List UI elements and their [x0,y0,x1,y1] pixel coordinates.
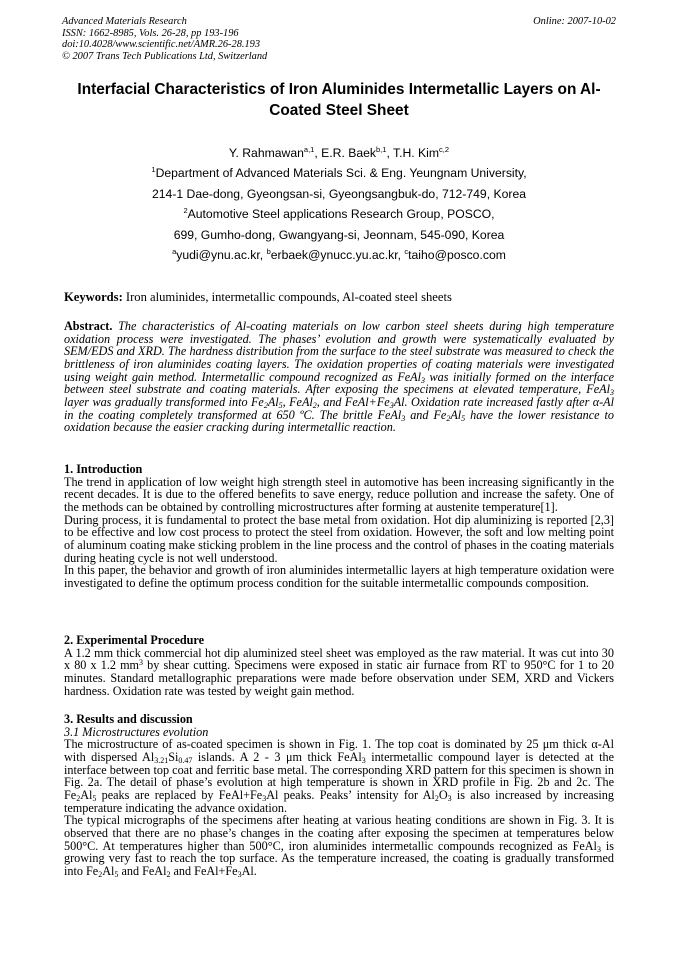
email-b: erbaek@ynucc.yu.ac.kr [270,248,398,262]
paper-title: Interfacial Characteristics of Iron Aluminides Intermetallic Layers on Al-Coated Steel Sheet [77,81,601,119]
intro-paragraph-2: During process, it is fundamental to protect the base metal from oxidation. Hot dip aluminizing is reported [2,3] to be effective and low cost process to protect the steel from oxidation. However, the soft and low melting point of aluminum coating make sticking problem in the line process and the control of phases in the coating materials during heating cycle is not well understood. [64,512,614,565]
abstract-part: , FeAl [282,394,313,409]
res-part: and FeAl+Fe [170,863,238,878]
doi: doi:10.4028/www.scientific.net/AMR.26-28.193 [62,39,261,51]
res-part: peaks are replaced by FeAl+Fe [96,787,263,802]
abstract-part: layer was gradually transformed into Fe [64,394,264,409]
author-2-sup: b,1 [376,145,387,154]
res-sub: 3 [447,793,452,803]
res-part: Al [80,787,93,802]
abstract-part: , and FeAl+Fe [316,394,390,409]
abstract-part: Al. Oxidation rate increased fastly after α-Al in the coating completely transformed at 650 ºC. The brittle FeAl [64,394,614,422]
section-results [64,713,614,878]
section-2-heading: 2. Experimental Procedure [64,633,205,647]
online-date: Online: 2007-10-02 [533,16,616,27]
exp-part: A 1.2 mm thick commercial hot dip aluminized steel sheet was employed as the raw material. It was cut into 30 x 80 x 1.2 mm [64,645,614,673]
abstract-text [64,319,614,434]
abstract-sub: 2 [446,413,451,423]
res-sub: 3 [262,793,267,803]
abstract-part: Al [267,394,279,409]
abstract-sub: 5 [461,413,466,423]
abstract-sub: 3 [610,388,614,398]
abstract-sub: 2 [263,400,268,410]
affiliation-2 [62,207,616,221]
abstract [64,320,614,434]
res-sub: 2 [76,793,81,803]
experimental-paragraph [64,647,614,698]
res-part: is also increased by increasing temperature indicating the advance oxidation. [64,787,614,815]
abstract-sub: 3 [389,400,394,410]
res-part: intermetallic compound layer is detected at the interface between top coat and ferritic base metal. The corresponding XRD pattern for this specimen is shown in Fig. 2a. The detail of phase’s evolution at high temperature is shown in XRD profile in Fig. 2b and 2c. The Fe [64,749,614,802]
affiliation-1-mark: 1 [151,165,156,174]
abstract-sub: 3 [421,375,425,385]
res-sub: 0.47 [178,755,193,765]
section-1-heading: 1. Introduction [64,462,143,476]
abstract-part: have the lower resistance to oxidation because the easier cracking during intermetallic reaction. [64,407,614,435]
email-line: $^a$yudi@ynu.ac.kr, $^b$erbaek@ynucc.yu.ac.kr, $^c$taiho@posco.com [172,247,506,262]
res-part: The microstructure of as-coated specimen is shown in Fig. 1. The top coat is dominated by 25 μm thick α-Al with dispersed Al [64,737,614,764]
res-part: is growing very fast to reach the top surface. As the temperature increased, the coating is gradually transformed into Fe [64,838,614,878]
affiliation-2-address: 699, Gumho-dong, Gwangyang-si, Jeonnam, 545-090, Korea [173,228,505,242]
affiliation-2-text: Automotive Steel applications Research Group, POSCO, [187,207,495,221]
author-3-sup: c,2 [439,145,450,154]
exp-part: by shear cutting. Specimens were exposed in static air furnace from RT to 950°C for 1 to 20 minutes. Standard metallographic preparations were made before observation under SEM, XRD and Vickers hardness. Oxidation rate was tested by weight gain method. [64,658,614,698]
abstract-sub: 2 [312,400,317,410]
res-part: Al peaks. Peaks’ intensity for Al [266,787,435,802]
res-sub: 3 [237,869,242,879]
intro-paragraph-3: In this paper, the behavior and growth of iron aluminides intermetallic layers at high temperature oxidation were investigated to define the optimum process condition for the suitable intermetallic compounds composition. [64,563,614,590]
res-part: Al. [241,863,257,878]
res-sub: 5 [114,869,119,879]
res-part: O [438,787,448,802]
res-sub: 5 [92,793,97,803]
res-sub: 3.21 [154,755,169,765]
exp-sup: 3 [139,658,144,668]
results-paragraph-1 [64,738,614,814]
abstract-part: Al [450,407,462,422]
issn: ISSN: 1662-8985, Vols. 26-28, pp 193-196 [62,27,239,39]
res-sub: 3 [596,844,601,854]
section-experimental [64,634,614,697]
email-a-mark: a [172,247,177,256]
journal-name: Advanced Materials Research [62,16,187,27]
subsection-3-1-heading: 3.1 Microstructures evolution [64,724,209,739]
email-c: taiho@posco.com [408,248,506,262]
abstract-sub: 5 [278,400,283,410]
res-part: Si [168,749,179,764]
abstract-part: and Fe [405,407,447,422]
author-2: E.R. Baek [321,146,376,160]
res-sub: 2 [166,869,171,879]
keywords [64,291,614,304]
keywords-text: Iron aluminides, intermetallic compounds, Al-coated steel sheets [125,290,452,304]
author-1-sup: a,1 [303,145,315,154]
abstract-sub: 3 [401,413,406,423]
results-paragraph-2 [64,814,614,877]
affiliation-1-address: 214-1 Dae-dong, Gyeongsan-si, Gyeongsangbuk-do, 712-749, Korea [152,187,526,201]
intro-paragraph-1: The trend in application of low weight high strength steel in automotive has been increasing significantly in the recent decades. It is due to the offered benefits to save energy, reduce pollution and increase the safety. One of the methods can be obtained by controlling microstructures after forming at austenite temperature[1]. [64,474,614,514]
res-part: and FeAl [118,863,167,878]
author-line: Y. Rahmawan$^{a,1}$, E.R. Baek$^{b,1}$, T.H. Kim$^{c,2}$ [228,145,450,160]
author-1: Y. Rahmawan [228,146,304,160]
abstract-label: Abstract. [64,319,113,333]
email-c-mark: c [404,247,409,256]
email-a: yudi@ynu.ac.kr [176,248,260,262]
email-b-mark: b [266,247,271,256]
affiliation-2-mark: 2 [183,206,188,215]
keywords-label: Keywords: [64,290,123,304]
abstract-part: was initially formed on the interface between steel substrate and coating materials. After exposing the specimens at elevated temperature, FeAl [64,369,614,397]
res-sub: 2 [434,793,439,803]
res-part: The typical micrographs of the specimens after heating at various heating conditions are shown in Fig. 3. It is observed that there are no phase’s changes in the coating after exposing the specimen at temperatures below 500°C. At temperatures higher than 500°C, iron aluminides intermetallic compounds recognized as FeAl [64,813,614,853]
section-3-heading: 3. Results and discussion [64,712,193,726]
section-introduction [64,463,614,590]
affiliation-1 [62,166,616,180]
res-part: islands. A 2 - 3 μm thick FeAl [192,749,362,764]
res-sub: 3 [361,755,366,765]
author-3: T.H. Kim [393,146,440,160]
abstract-part: The characteristics of Al-coating materials on low carbon steel sheets during high temperature oxidation process were investigated. The phases’ evolution and growth were systematically evaluated by SEM/EDS and XRD. The hardness distribution from the surface to the steel substrate was measured to check the brittleness of iron aluminides coating layers. The oxidation properties of coating materials were investigated using weight gain method. Intermetallic compound recognized as FeAl [64,319,615,384]
copyright: © 2007 Trans Tech Publications Ltd, Switzerland [62,50,268,62]
affiliation-1-text: Department of Advanced Materials Sci. & Eng. Yeungnam University, [155,166,527,180]
journal-header [62,16,267,62]
res-part: Al [102,863,115,878]
res-sub: 2 [98,869,103,879]
